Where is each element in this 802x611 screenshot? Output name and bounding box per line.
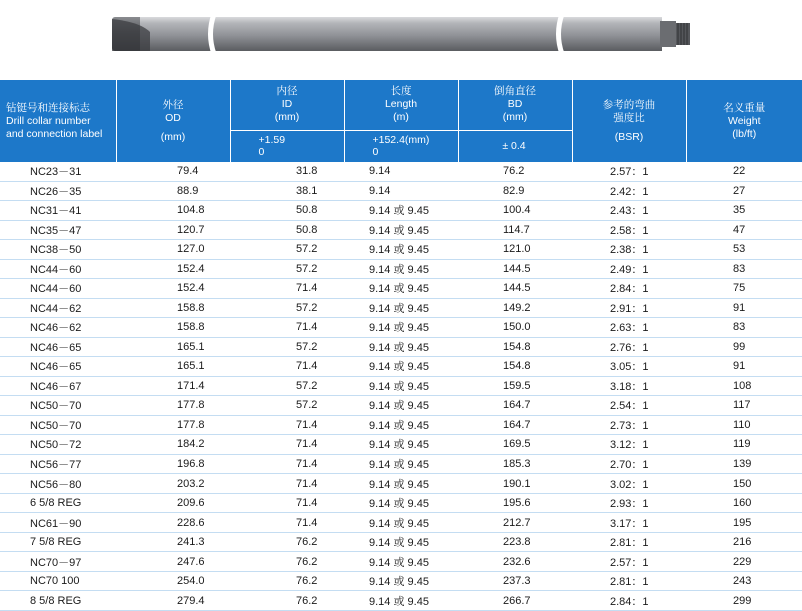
table-cell: 9.14 或 9.45 [344,337,458,357]
header-line: (m) [393,111,409,124]
table-cell: NC44－62 [0,298,116,318]
table-cell: 237.3 [458,571,572,591]
table-cell: 190.1 [458,474,572,494]
table-cell: 22 [686,162,802,181]
table-cell: 2.73：1 [572,415,686,435]
table-cell: 57.2 [230,396,344,416]
header-line: OD [165,111,181,124]
table-cell: 144.5 [458,279,572,299]
table-cell: 164.7 [458,415,572,435]
header-line: 内径 [276,85,298,98]
table-cell: 2.38：1 [572,240,686,260]
table-cell: 35 [686,201,802,221]
table-cell: 2.49：1 [572,259,686,279]
table-cell: 241.3 [116,532,230,552]
table-cell: 8 5/8 REG [0,591,116,611]
table-cell: 9.14 或 9.45 [344,318,458,338]
table-cell: 71.4 [230,415,344,435]
table-cell: 71.4 [230,513,344,533]
table-cell: 53 [686,240,802,260]
header-bd-tolerance: ± 0.4 [458,130,572,162]
header-line: (mm) [274,111,300,124]
header-line: 钻铤号和连接标志 [6,101,90,114]
table-cell: 50.8 [230,201,344,221]
table-cell: NC44－60 [0,279,116,299]
table-cell: 104.8 [116,201,230,221]
table-cell: 3.02：1 [572,474,686,494]
table-cell: 110 [686,415,802,435]
table-row [0,396,802,416]
table-cell: 38.1 [230,181,344,201]
table-cell: 83 [686,259,802,279]
table-cell: 83 [686,318,802,338]
table-cell: 2.91：1 [572,298,686,318]
header-line: 参考的弯曲 [602,98,656,111]
table-cell: NC46－67 [0,376,116,396]
drill-collar-pipe-icon [0,0,802,78]
table-row [0,357,802,377]
header-line: (BSR) [614,130,644,143]
table-cell: 159.5 [458,376,572,396]
table-cell: 7 5/8 REG [0,532,116,552]
table-cell: 71.4 [230,493,344,513]
table-cell: 2.54：1 [572,396,686,416]
table-cell: 3.18：1 [572,376,686,396]
table-cell: 9.14 或 9.45 [344,591,458,611]
table-cell: 79.4 [116,162,230,181]
tolerance-line: +152.4(mm) [372,134,430,147]
table-row [0,298,802,318]
drill-collar-spec-table [0,80,802,611]
header-line: (lb/ft) [732,127,757,140]
table-cell: 9.14 或 9.45 [344,220,458,240]
header-line: ID [281,98,293,111]
table-cell: 2.76：1 [572,337,686,357]
table-cell: 185.3 [458,454,572,474]
table-cell: 216 [686,532,802,552]
table-cell: 184.2 [116,435,230,455]
header-id-tolerance [230,130,344,162]
table-cell: 71.4 [230,357,344,377]
table-cell: 71.4 [230,279,344,299]
table-row [0,337,802,357]
table-cell: 154.8 [458,357,572,377]
header-line: 外径 [162,98,184,111]
table-cell: 2.43：1 [572,201,686,221]
table-cell: NC70－97 [0,552,116,572]
table-cell: 9.14 或 9.45 [344,376,458,396]
table-cell: 9.14 或 9.45 [344,357,458,377]
table-cell: 223.8 [458,532,572,552]
table-cell: 88.9 [116,181,230,201]
table-cell: NC56－77 [0,454,116,474]
table-cell: 195 [686,513,802,533]
table-cell: 100.4 [458,201,572,221]
table-row [0,571,802,591]
table-cell: 2.63：1 [572,318,686,338]
table-cell: 177.8 [116,415,230,435]
table-cell: 57.2 [230,259,344,279]
table-cell: 2.70：1 [572,454,686,474]
header-length [344,80,458,130]
table-cell: 243 [686,571,802,591]
table-cell: 9.14 或 9.45 [344,415,458,435]
table-row [0,162,802,181]
table-cell: 3.05：1 [572,357,686,377]
table-cell: 57.2 [230,298,344,318]
table-cell: NC46－62 [0,318,116,338]
table-row [0,454,802,474]
table-cell: 2.57：1 [572,552,686,572]
table-row [0,513,802,533]
table-cell: 266.7 [458,591,572,611]
table-cell: 9.14 或 9.45 [344,532,458,552]
table-row [0,552,802,572]
table-row [0,279,802,299]
table-cell: 9.14 或 9.45 [344,259,458,279]
table-cell: 31.8 [230,162,344,181]
table-cell: 279.4 [116,591,230,611]
table-cell: 76.2 [230,532,344,552]
table-cell: NC23－31 [0,162,116,181]
table-cell: 9.14 [344,162,458,181]
table-cell: NC35－47 [0,220,116,240]
header-line: Drill collar number [6,114,91,127]
table-cell: 247.6 [116,552,230,572]
header-line: 名义重量 [723,101,766,114]
table-row [0,220,802,240]
header-line: Length [384,98,418,111]
table-cell: NC38－50 [0,240,116,260]
header-line: and connection label [6,127,103,140]
table-cell: 47 [686,220,802,240]
table-cell: 91 [686,357,802,377]
table-cell: 9.14 或 9.45 [344,474,458,494]
table-cell: 99 [686,337,802,357]
table-cell: 195.6 [458,493,572,513]
table-cell: 57.2 [230,376,344,396]
table-cell: 119 [686,435,802,455]
table-cell: 169.5 [458,435,572,455]
table-cell: 149.2 [458,298,572,318]
table-cell: 114.7 [458,220,572,240]
table-cell: 232.6 [458,552,572,572]
header-id [230,80,344,130]
header-bsr [572,80,686,162]
table-cell: NC46－65 [0,357,116,377]
table-cell: 27 [686,181,802,201]
tolerance-line: 0 [258,146,265,159]
header-line: (mm) [502,111,528,124]
table-cell: 139 [686,454,802,474]
table-cell: 196.8 [116,454,230,474]
table-cell: 9.14 或 9.45 [344,240,458,260]
table-cell: NC50－72 [0,435,116,455]
table-cell: 3.17：1 [572,513,686,533]
table-row [0,240,802,260]
table-cell: 164.7 [458,396,572,416]
table-cell: 154.8 [458,337,572,357]
table-row [0,493,802,513]
table-cell: 76.2 [230,571,344,591]
table-cell: 76.2 [458,162,572,181]
spec-table-body [0,162,802,610]
table-row [0,435,802,455]
header-length-tolerance [344,130,458,162]
table-cell: 165.1 [116,337,230,357]
table-cell: 121.0 [458,240,572,260]
table-cell: 3.12：1 [572,435,686,455]
table-row [0,591,802,611]
table-row [0,474,802,494]
table-cell: 212.7 [458,513,572,533]
table-cell: 177.8 [116,396,230,416]
table-cell: 150 [686,474,802,494]
table-cell: 152.4 [116,279,230,299]
table-cell: 120.7 [116,220,230,240]
header-drill-collar-number [0,80,116,162]
table-cell: 9.14 或 9.45 [344,279,458,299]
table-cell: 82.9 [458,181,572,201]
table-cell: NC70 100 [0,571,116,591]
table-row [0,201,802,221]
table-cell: 71.4 [230,318,344,338]
table-cell: 9.14 或 9.45 [344,513,458,533]
table-cell: 71.4 [230,474,344,494]
table-cell: 2.84：1 [572,279,686,299]
header-line: (mm) [160,130,186,143]
table-cell: 2.57：1 [572,162,686,181]
table-row [0,532,802,552]
table-cell: 57.2 [230,337,344,357]
table-cell: 165.1 [116,357,230,377]
table-row [0,415,802,435]
header-line: 强度比 [613,111,645,124]
header-weight [686,80,802,162]
table-cell: NC44－60 [0,259,116,279]
drill-collar-illustration [0,0,802,78]
table-row [0,318,802,338]
table-cell: 229 [686,552,802,572]
table-cell: 75 [686,279,802,299]
table-cell: 108 [686,376,802,396]
table-cell: NC50－70 [0,396,116,416]
table-cell: 228.6 [116,513,230,533]
table-cell: 9.14 或 9.45 [344,435,458,455]
table-row [0,181,802,201]
table-cell: 2.81：1 [572,532,686,552]
table-cell: 76.2 [230,552,344,572]
header-od [116,80,230,162]
table-cell: 9.14 或 9.45 [344,552,458,572]
table-cell: 9.14 或 9.45 [344,201,458,221]
table-cell: 71.4 [230,435,344,455]
table-cell: 2.42：1 [572,181,686,201]
header-line: Weight [728,114,761,127]
table-cell: NC46－65 [0,337,116,357]
table-cell: 9.14 [344,181,458,201]
table-cell: 6 5/8 REG [0,493,116,513]
table-cell: 150.0 [458,318,572,338]
table-cell: 160 [686,493,802,513]
header-line: BD [507,98,523,111]
table-cell: 158.8 [116,298,230,318]
header-bd [458,80,572,130]
table-cell: 117 [686,396,802,416]
header-line: 长度 [390,85,412,98]
table-cell: 9.14 或 9.45 [344,396,458,416]
table-cell: 76.2 [230,591,344,611]
table-cell: 152.4 [116,259,230,279]
header-line: 倒角直径 [494,85,536,98]
table-row [0,376,802,396]
table-cell: 9.14 或 9.45 [344,571,458,591]
table-cell: 57.2 [230,240,344,260]
table-cell: 9.14 或 9.45 [344,298,458,318]
table-cell: 2.84：1 [572,591,686,611]
table-cell: 50.8 [230,220,344,240]
table-cell: NC26－35 [0,181,116,201]
table-cell: 144.5 [458,259,572,279]
table-cell: 171.4 [116,376,230,396]
table-cell: 158.8 [116,318,230,338]
tolerance-line: 0 [372,146,379,159]
table-cell: 299 [686,591,802,611]
table-cell: 2.93：1 [572,493,686,513]
table-cell: 71.4 [230,454,344,474]
table-cell: 209.6 [116,493,230,513]
table-cell: 127.0 [116,240,230,260]
table-cell: 203.2 [116,474,230,494]
table-cell: NC50－70 [0,415,116,435]
tolerance-line: +1.59 [258,134,286,147]
table-cell: NC56－80 [0,474,116,494]
table-cell: 91 [686,298,802,318]
table-cell: 9.14 或 9.45 [344,454,458,474]
table-cell: 254.0 [116,571,230,591]
table-cell: 2.81：1 [572,571,686,591]
table-cell: 2.58：1 [572,220,686,240]
table-cell: 9.14 或 9.45 [344,493,458,513]
table-row [0,259,802,279]
table-cell: NC31－41 [0,201,116,221]
table-cell: NC61－90 [0,513,116,533]
